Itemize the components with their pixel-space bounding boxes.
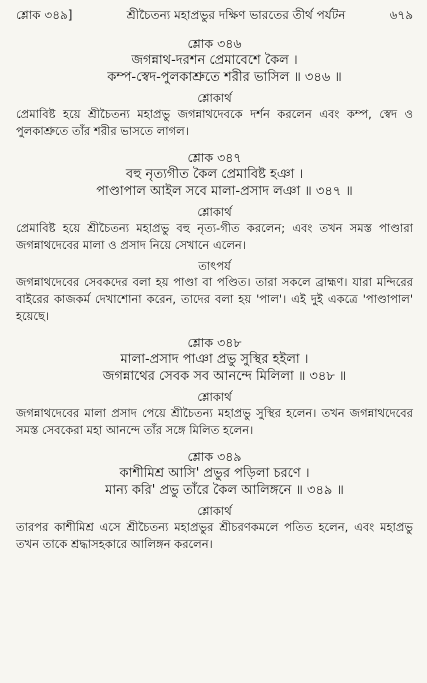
verse-line-1: বহু নৃত্যগীত কৈল প্রেমাবিষ্ট হঞা ।	[125, 167, 304, 182]
header-chapter-title: শ্রীচৈতন্য মহাপ্রভুর দক্ষিণ ভারতের তীর্থ পর্যটন	[126, 8, 346, 22]
verse-heading: শ্লোক ৩৪৬	[187, 36, 242, 51]
verse-heading: শ্লোক ৩৪৯	[187, 449, 242, 464]
verse-line-2: মান্য করি' প্রভু তাঁরে কৈল আলিঙ্গনে ॥ ৩৪৯ ॥	[105, 483, 344, 498]
verse-line-1: মালা-প্রসাদ পাঞা প্রভু সুস্থির হইলা ।	[120, 352, 309, 367]
verse-line-1: জগন্নাথ-দরশন প্রেমাবেশে কৈল ।	[131, 53, 298, 68]
translation-text: প্রেমাবিষ্ট হয়ে শ্রীচৈতন্য মহাপ্রভু জগন্নাথদেবকে দর্শন করলেন এবং কম্প, স্বেদ ও পুলকাশ্রুতে তাঁর শরীর ভাসতে লাগল।	[16, 107, 413, 138]
verse-section-349	[16, 449, 413, 553]
verse-line-1: কাশীমিশ্র আসি' প্রভুর পড়িলা চরণে ।	[119, 466, 310, 481]
verse-heading: শ্লোক ৩৪৭	[187, 150, 242, 165]
verse-section-348	[16, 335, 413, 439]
verse-section-346	[16, 36, 413, 140]
verse-line-2: জগন্নাথের সেবক সব আনন্দে মিলিলা ॥ ৩৪৮ ॥	[102, 369, 347, 384]
purport-text: জগন্নাথদেবের সেবকদের বলা হয় পাণ্ডা বা পণ্ডিত। তারা সকলে ব্রাহ্মণ। যারা মন্দিরের বাইরের কাজকর্ম দেখাশোনা করেন, তাদের বলা হয় 'পাল'। এই দুই একত্রে 'পাণ্ডাপাল' হয়েছে।	[16, 275, 413, 323]
translation-label: শ্লোকার্থ	[197, 390, 232, 404]
translation-label: শ্লোকার্থ	[197, 504, 232, 518]
verse-line-2: পাণ্ডাপাল আইল সবে মালা-প্রসাদ লঞা ॥ ৩৪৭ ॥	[96, 184, 353, 199]
purport-label: তাৎপর্য	[198, 259, 231, 273]
page-number: ৬৭৯	[389, 8, 413, 22]
translation-text: জগন্নাথদেবের মালা প্রসাদ পেয়ে শ্রীচৈতন্য মহাপ্রভু সুস্থির হলেন। তখন জগন্নাথদেবের সমস্ত সেবকেরা মহা আনন্দে তাঁর সঙ্গে মিলিত হলেন।	[16, 406, 413, 437]
translation-label: শ্লোকার্থ	[197, 205, 232, 219]
verse-heading: শ্লোক ৩৪৮	[187, 335, 242, 350]
running-header	[16, 8, 413, 26]
header-verse-reference: শ্লোক ৩৪৯]	[16, 8, 73, 22]
translation-text: প্রেমাবিষ্ট হয়ে শ্রীচৈতন্য মহাপ্রভু বহু নৃত্য-গীত করলেন; এবং তখন সমস্ত পাণ্ডারা জগন্নাথদেবের মালা ও প্রসাদ নিয়ে সেখানে এলেন।	[16, 221, 413, 252]
verse-section-347	[16, 150, 413, 325]
translation-text: তারপর কাশীমিশ্র এসে শ্রীচৈতন্য মহাপ্রভুর শ্রীচরণকমলে পতিত হলেন, এবং মহাপ্রভু তখন তাকে শ্রদ্ধাসহকারে আলিঙ্গন করলেন।	[16, 520, 413, 551]
verse-line-2: কম্প-স্বেদ-পুলকাশ্রুতে শরীর ভাসিল ॥ ৩৪৬ ॥	[107, 70, 342, 85]
translation-label: শ্লোকার্থ	[197, 91, 232, 105]
